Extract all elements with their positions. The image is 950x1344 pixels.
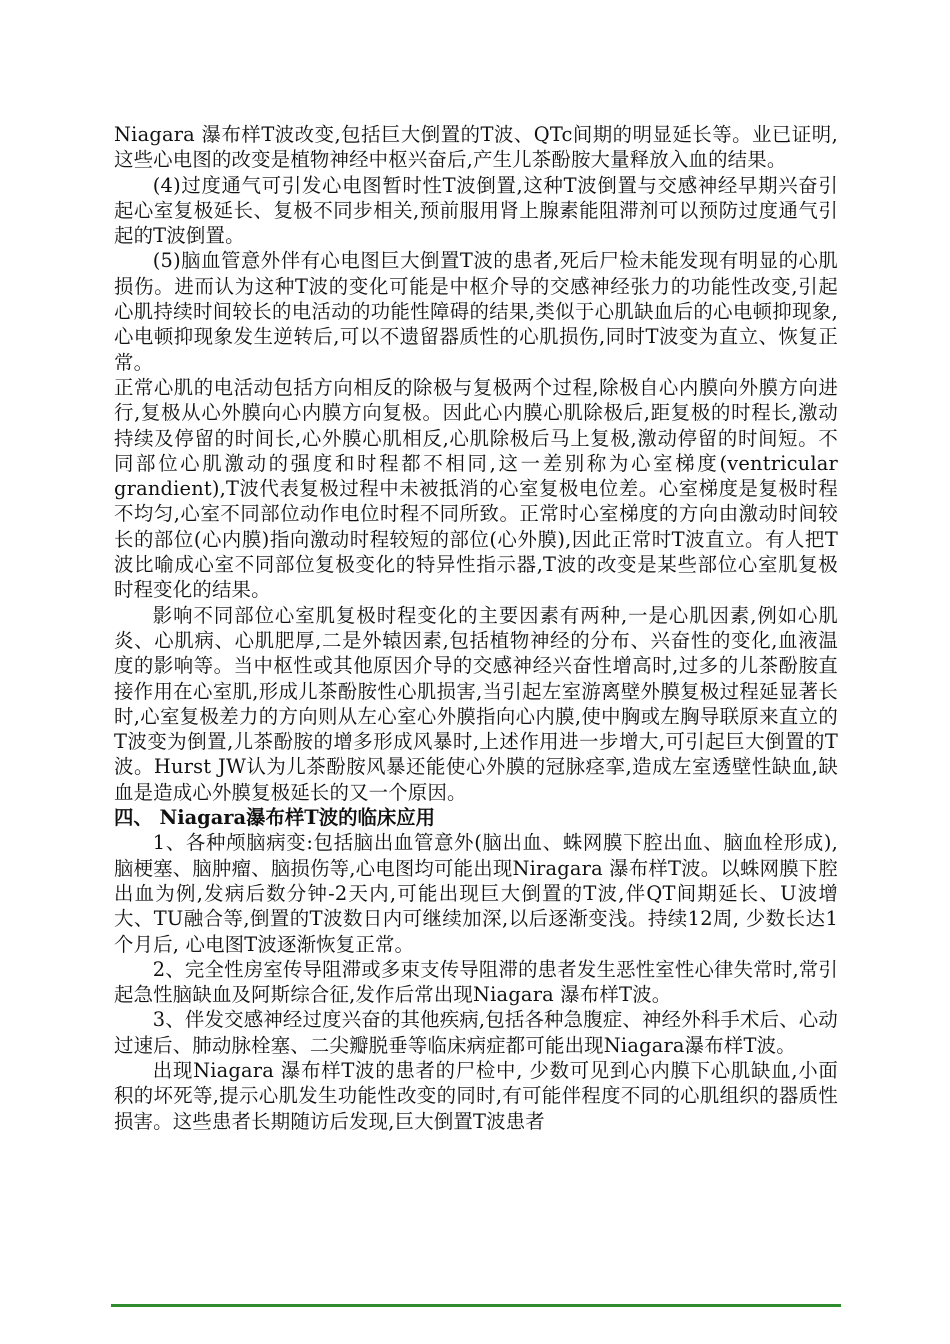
- paragraph: 1、各种颅脑病变:包括脑出血管意外(脑出血、蛛网膜下腔出血、脑血栓形成),脑梗塞、脑肿瘤、脑损伤等,心电图均可能出现Niragara 瀑布样T波。以蛛网膜下腔出血为例,发病后数分钟-2天内,可能出现巨大倒置的T波,伴QT间期延长、U波增大、TU融合等,倒置的T波数日内可继续加深,以后逐渐变浅。持续12周, 少数长达1个月后, 心电图T波逐渐恢复正常。: [114, 831, 838, 956]
- paragraph: (5)脑血管意外伴有心电图巨大倒置T波的患者,死后尸检未能发现有明显的心肌损伤。进而认为这种T波的变化可能是中枢介导的交感神经张力的功能性改变,引起心肌持续时间较长的电活动的功能性障碍的结果,类似于心肌缺血后的心电顿抑现象,心电顿抑现象发生逆转后,可以不遗留器质性的心肌损伤,同时T波变为直立、恢复正常。: [114, 249, 838, 374]
- footer-rule: [111, 1304, 841, 1307]
- paragraph: 影响不同部位心室肌复极时程变化的主要因素有两种,一是心肌因素,例如心肌炎、心肌病、心肌肥厚,二是外辕因素,包括植物神经的分布、兴奋性的变化,血液温度的影响等。当中枢性或其他原因介导的交感神经兴奋性增高时,过多的儿茶酚胺直接作用在心室肌,形成儿茶酚胺性心肌损害,当引起左室游离壁外膜复极过程延显著长时,心室复极差力的方向则从左心室心外膜指向心内膜,使中胸或左胸导联原来直立的T波变为倒置,儿茶酚胺的增多形成风暴时,上述作用进一步增大,可引起巨大倒置的T波。Hurst JW认为儿茶酚胺风暴还能使心外膜的冠脉痉挛,造成左室透壁性缺血,缺血是造成心外膜复极延长的又一个原因。: [114, 603, 839, 804]
- paragraph: (4)过度通气可引发心电图暂时性T波倒置,这种T波倒置与交感神经早期兴奋引起心室复极延长、复极不同步相关,预前服用肾上腺素能阻滞剂可以预防过度通气引起的T波倒置。: [114, 173, 838, 248]
- section-heading: 四、 Niagara瀑布样T波的临床应用: [114, 806, 436, 830]
- paragraph: Niagara 瀑布样T波改变,包括巨大倒置的T波、QTc间期的明显延长等。业已证明,这些心电图的改变是植物神经中枢兴奋后,产生儿茶酚胺大量释放入血的结果。: [114, 123, 838, 172]
- document-body: [114, 122, 838, 1134]
- paragraph: 出现Niagara 瀑布样T波的患者的尸检中, 少数可见到心内膜下心肌缺血,小面积的坏死等,提示心肌发生功能性改变的同时,有可能伴程度不同的心肌组织的器质性损害。这些患者长期随访后发现,巨大倒置T波患者: [114, 1058, 838, 1133]
- paragraph: 正常心肌的电活动包括方向相反的除极与复极两个过程,除极自心内膜向外膜方向进行,复极从心外膜向心内膜方向复极。因此心内膜心肌除极后,距复极的时程长,激动持续及停留的时间长,心外膜心肌相反,心肌除极后马上复极,激动停留的时间短。不同部位心肌激动的强度和时程都不相同,这一差别称为心室梯度(ventricular grandient),T波代表复极过程中未被抵消的心室复极电位差。心室梯度是复极时程不均匀,心室不同部位动作电位时程不同所致。正常时心室梯度的方向由激动时间较长的部位(心内膜)指向激动时程较短的部位(心外膜),因此正常时T波直立。有人把T波比喻成心室不同部位复极变化的特异性指示器,T波的改变是某些部位心室肌复极时程变化的结果。: [114, 375, 838, 602]
- paragraph: 2、完全性房室传导阻滞或多束支传导阻滞的患者发生恶性室性心律失常时,常引起急性脑缺血及阿斯综合征,发作后常出现Niagara 瀑布样T波。: [114, 957, 838, 1007]
- paragraph: 3、伴发交感神经过度兴奋的其他疾病,包括各种急腹症、神经外科手术后、心动过速后、肺动脉栓塞、二尖瓣脱垂等临床病症都可能出现Niagara瀑布样T波。: [114, 1008, 838, 1057]
